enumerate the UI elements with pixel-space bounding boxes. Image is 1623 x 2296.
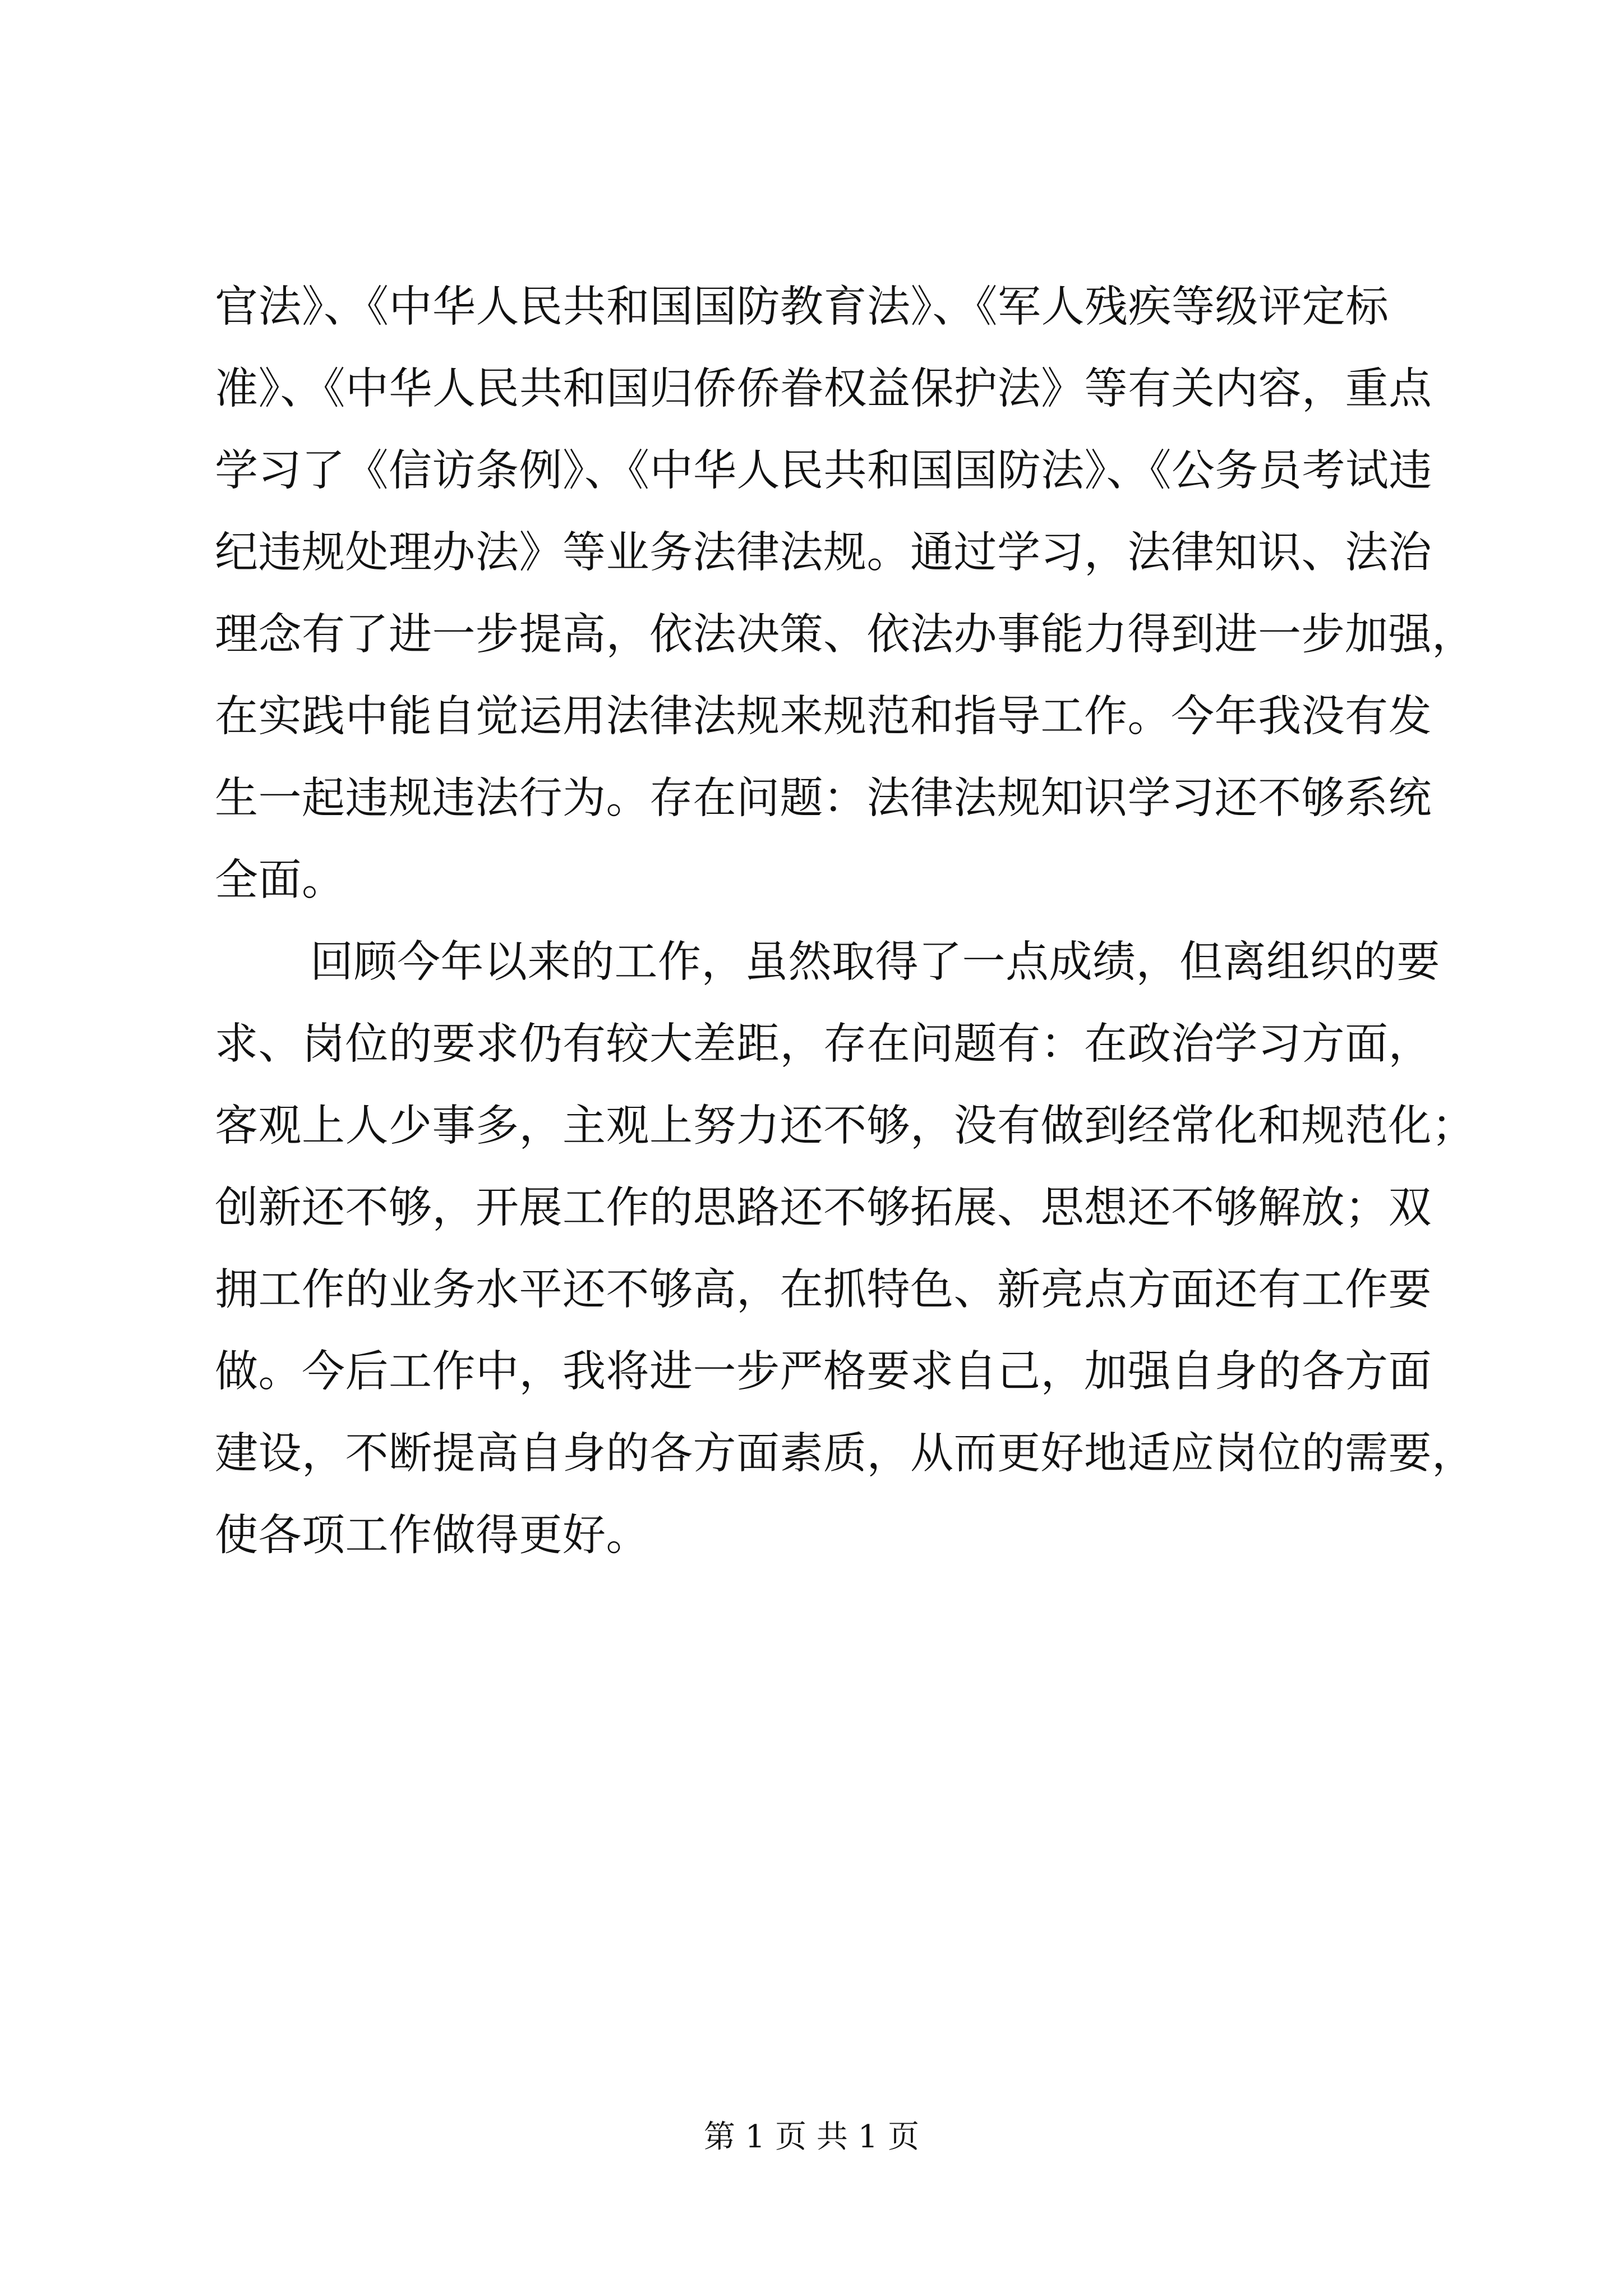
paragraph-line: 使各项工作做得更好。 xyxy=(215,1511,649,1561)
paragraph-line: 客观上人少事多，主观上努力还不够，没有做到经常化和规范化； xyxy=(215,1101,1476,1151)
paragraph-line: 在实践中能自觉运用法律法规来规范和指导工作。今年我没有发 xyxy=(215,692,1432,742)
paragraph-line: 学习了《信访条例》、《中华人民共和国国防法》、《公务员考试违 xyxy=(215,446,1432,496)
paragraph-line: 拥工作的业务水平还不够高，在抓特色、新亮点方面还有工作要 xyxy=(215,1265,1432,1315)
page-number-footer: 第 1 页 共 1 页 xyxy=(703,2119,920,2155)
body-text xyxy=(215,266,1476,1577)
paragraph-line: 建设，不断提高自身的各方面素质，从而更好地适应岗位的需要， xyxy=(215,1429,1476,1479)
paragraph-line: 官法》、《中华人民共和国国防教育法》、《军人残疾等级评定标 xyxy=(215,282,1389,332)
paragraph-line: 回顾今年以来的工作，虽然取得了一点成绩，但离组织的要 xyxy=(310,937,1440,987)
paragraph-line: 理念有了进一步提高，依法决策、依法办事能力得到进一步加强， xyxy=(215,610,1476,660)
paragraph-line: 纪违规处理办法》等业务法律法规。通过学习，法律知识、法治 xyxy=(215,528,1432,578)
paragraph-1 xyxy=(215,266,1476,922)
paragraph-line: 全面。 xyxy=(215,855,345,905)
paragraph-line: 创新还不够，开展工作的思路还不够拓展、思想还不够解放；双 xyxy=(215,1183,1432,1233)
paragraph-line: 生一起违规违法行为。存在问题：法律法规知识学习还不够系统 xyxy=(215,774,1432,823)
paragraph-line: 做。今后工作中，我将进一步严格要求自己，加强自身的各方面 xyxy=(215,1347,1432,1397)
paragraph-2 xyxy=(215,922,1476,1577)
paragraph-line: 求、岗位的要求仍有较大差距，存在问题有：在政治学习方面， xyxy=(215,1019,1432,1069)
paragraph-line: 准》、《中华人民共和国归侨侨眷权益保护法》等有关内容，重点 xyxy=(215,364,1432,414)
